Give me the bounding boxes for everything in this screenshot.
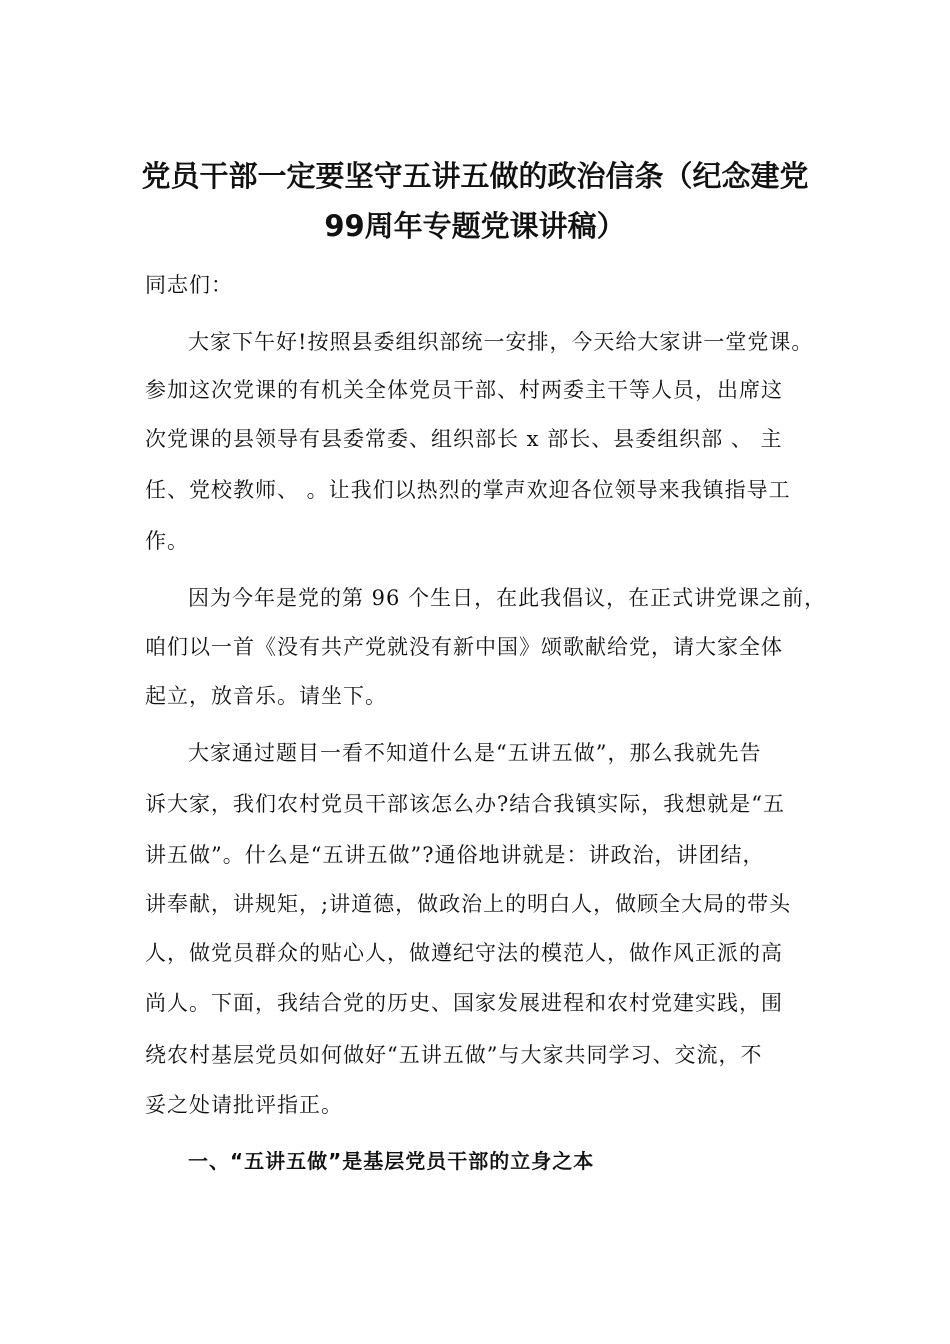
paragraph-3-line-1: 大家通过题目一看不知道什么是“五讲五做”，那么我就先告 (188, 741, 762, 765)
paragraph-2-line-2: 咱们以一首《没有共产党就没有新中国》颂歌献给党，请大家全体 (145, 635, 783, 659)
paragraph-2-line-3: 起立，放音乐。请坐下。 (145, 684, 387, 708)
paragraph-3-line-4: 讲奉献，讲规矩，;讲道德，做政治上的明白人，做顾全大局的带头 (145, 892, 792, 916)
salutation: 同志们： (145, 273, 233, 297)
paragraph-2-line-1: 因为今年是党的第 96 个生日，在此我倡议，在正式讲党课之前， (188, 586, 827, 610)
paragraph-1-line-4: 任、党校教师、 。让我们以热烈的掌声欢迎各位领导来我镇指导工 (145, 478, 791, 502)
document-title-line-2: 99周年专题党课讲稿） (324, 209, 626, 243)
paragraph-3-line-8: 妥之处请批评指正。 (145, 1093, 343, 1117)
paragraph-1-line-3: 次党课的县领导有县委常委、组织部长 x 部长、县委组织部 、 主 (145, 427, 783, 451)
section-heading-1: 一、“五讲五做”是基层党员干部的立身之本 (188, 1149, 595, 1173)
paragraph-3-line-7: 绕农村基层党员如何做好“五讲五做”与大家共同学习、交流，不 (145, 1043, 763, 1067)
paragraph-1-line-2: 参加这次党课的有机关全体党员干部、村两委主干等人员，出席这 (145, 378, 783, 402)
paragraph-3-line-3: 讲五做”。什么是“五讲五做”?通俗地讲就是：讲政治，讲团结， (145, 843, 765, 867)
paragraph-3-line-5: 人，做党员群众的贴心人，做遵纪守法的模范人，做作风正派的高 (145, 941, 783, 965)
paragraph-1-line-1: 大家下午好!按照县委组织部统一安排，今天给大家讲一堂党课。 (188, 330, 814, 354)
document-title-line-1: 党员干部一定要坚守五讲五做的政治信条（纪念建党 (141, 159, 809, 193)
paragraph-1-line-5: 作。 (145, 529, 189, 553)
paragraph-3-line-6: 尚人。下面，我结合党的历史、国家发展进程和农村党建实践，围 (145, 991, 783, 1015)
paragraph-3-line-2: 诉大家，我们农村党员干部该怎么办?结合我镇实际，我想就是“五 (145, 792, 785, 816)
